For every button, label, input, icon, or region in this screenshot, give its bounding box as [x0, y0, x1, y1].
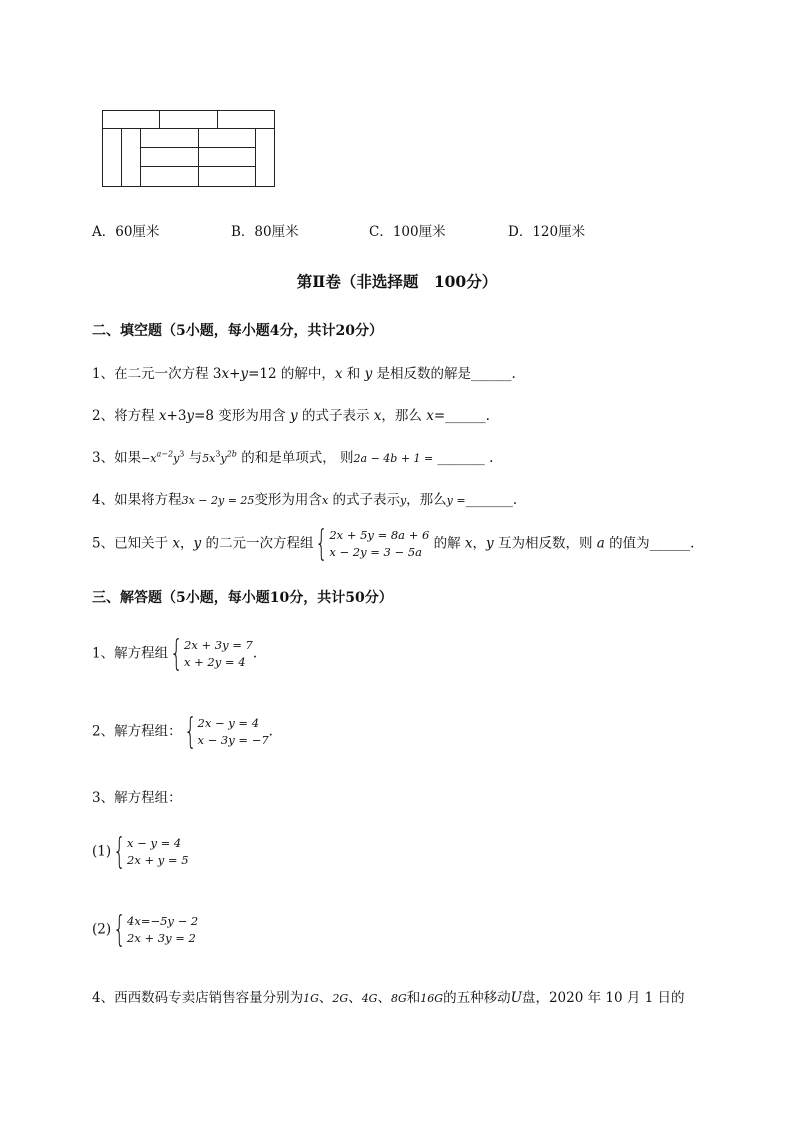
solve-q3: 3、解方程组：	[92, 790, 182, 806]
part2-title: 第Ⅱ卷（非选择题 100分）	[296, 272, 498, 291]
brace-icon: {	[113, 831, 126, 872]
solve-q3-part1: (1) { x − y = 4 2x + y = 5	[92, 831, 189, 872]
option-b: B．80厘米	[231, 224, 299, 240]
rectangle-figure	[102, 110, 275, 187]
fill-q3: 3、如果$-x^{a-2}y^3$ 与$5x^3y^{2b}$ 的和是单项式， 则2a − 4b + 1 = _______ .	[92, 449, 494, 466]
fill-q2: 2、将方程 x+3y=8 变形为用含 y 的式子表示 x，那么 x=______.	[92, 408, 490, 424]
fill-q4: 4、如果将方程3x − 2y = 25变形为用含x 的式子表示y，那么y =_______.	[92, 492, 518, 508]
brace-icon: {	[315, 523, 329, 564]
solve-q2: 2、解方程组： { 2x − y = 4 x − 3y = −7 .	[92, 711, 273, 752]
brace-icon: {	[170, 633, 183, 674]
equation-system: { 4x=−5y − 2 2x + 3y = 2	[113, 909, 199, 950]
equation-system: { 2x + 3y = 7 x + 2y = 4	[170, 633, 253, 674]
fill-q5: 5、已知关于 x，y 的二元一次方程组 { 2x + 5y = 8a + 6 x − 2y = 3 − 5a 的解 x，y 互为相反数，则 a 的值为______.	[92, 523, 695, 564]
solve-heading: 三、解答题（5小题，每小题10分，共计50分）	[92, 590, 393, 606]
option-c: C．100厘米	[369, 224, 446, 240]
equation-system: { 2x + 5y = 8a + 6 x − 2y = 3 − 5a	[315, 523, 430, 564]
option-d: D．120厘米	[508, 224, 586, 240]
option-a: A．60厘米	[92, 224, 160, 240]
equation-system: { x − y = 4 2x + y = 5	[113, 831, 189, 872]
equation-system: { 2x − y = 4 x − 3y = −7	[183, 711, 269, 752]
solve-q4: 4、西西数码专卖店销售容量分别为1G、2G、4G、8G和16G的五种移动U盘，2020 年 10 月 1 日的	[92, 990, 685, 1006]
fill-heading: 二、填空题（5小题，每小题4分，共计20分）	[92, 323, 383, 339]
brace-icon: {	[113, 909, 126, 950]
solve-q3-part2: (2) { 4x=−5y − 2 2x + 3y = 2	[92, 909, 199, 950]
fill-q1: 1、在二元一次方程 3x+y=12 的解中，x 和 y 是相反数的解是______.	[92, 366, 516, 382]
solve-q1: 1、解方程组 { 2x + 3y = 7 x + 2y = 4 .	[92, 633, 258, 674]
brace-icon: {	[183, 711, 197, 752]
